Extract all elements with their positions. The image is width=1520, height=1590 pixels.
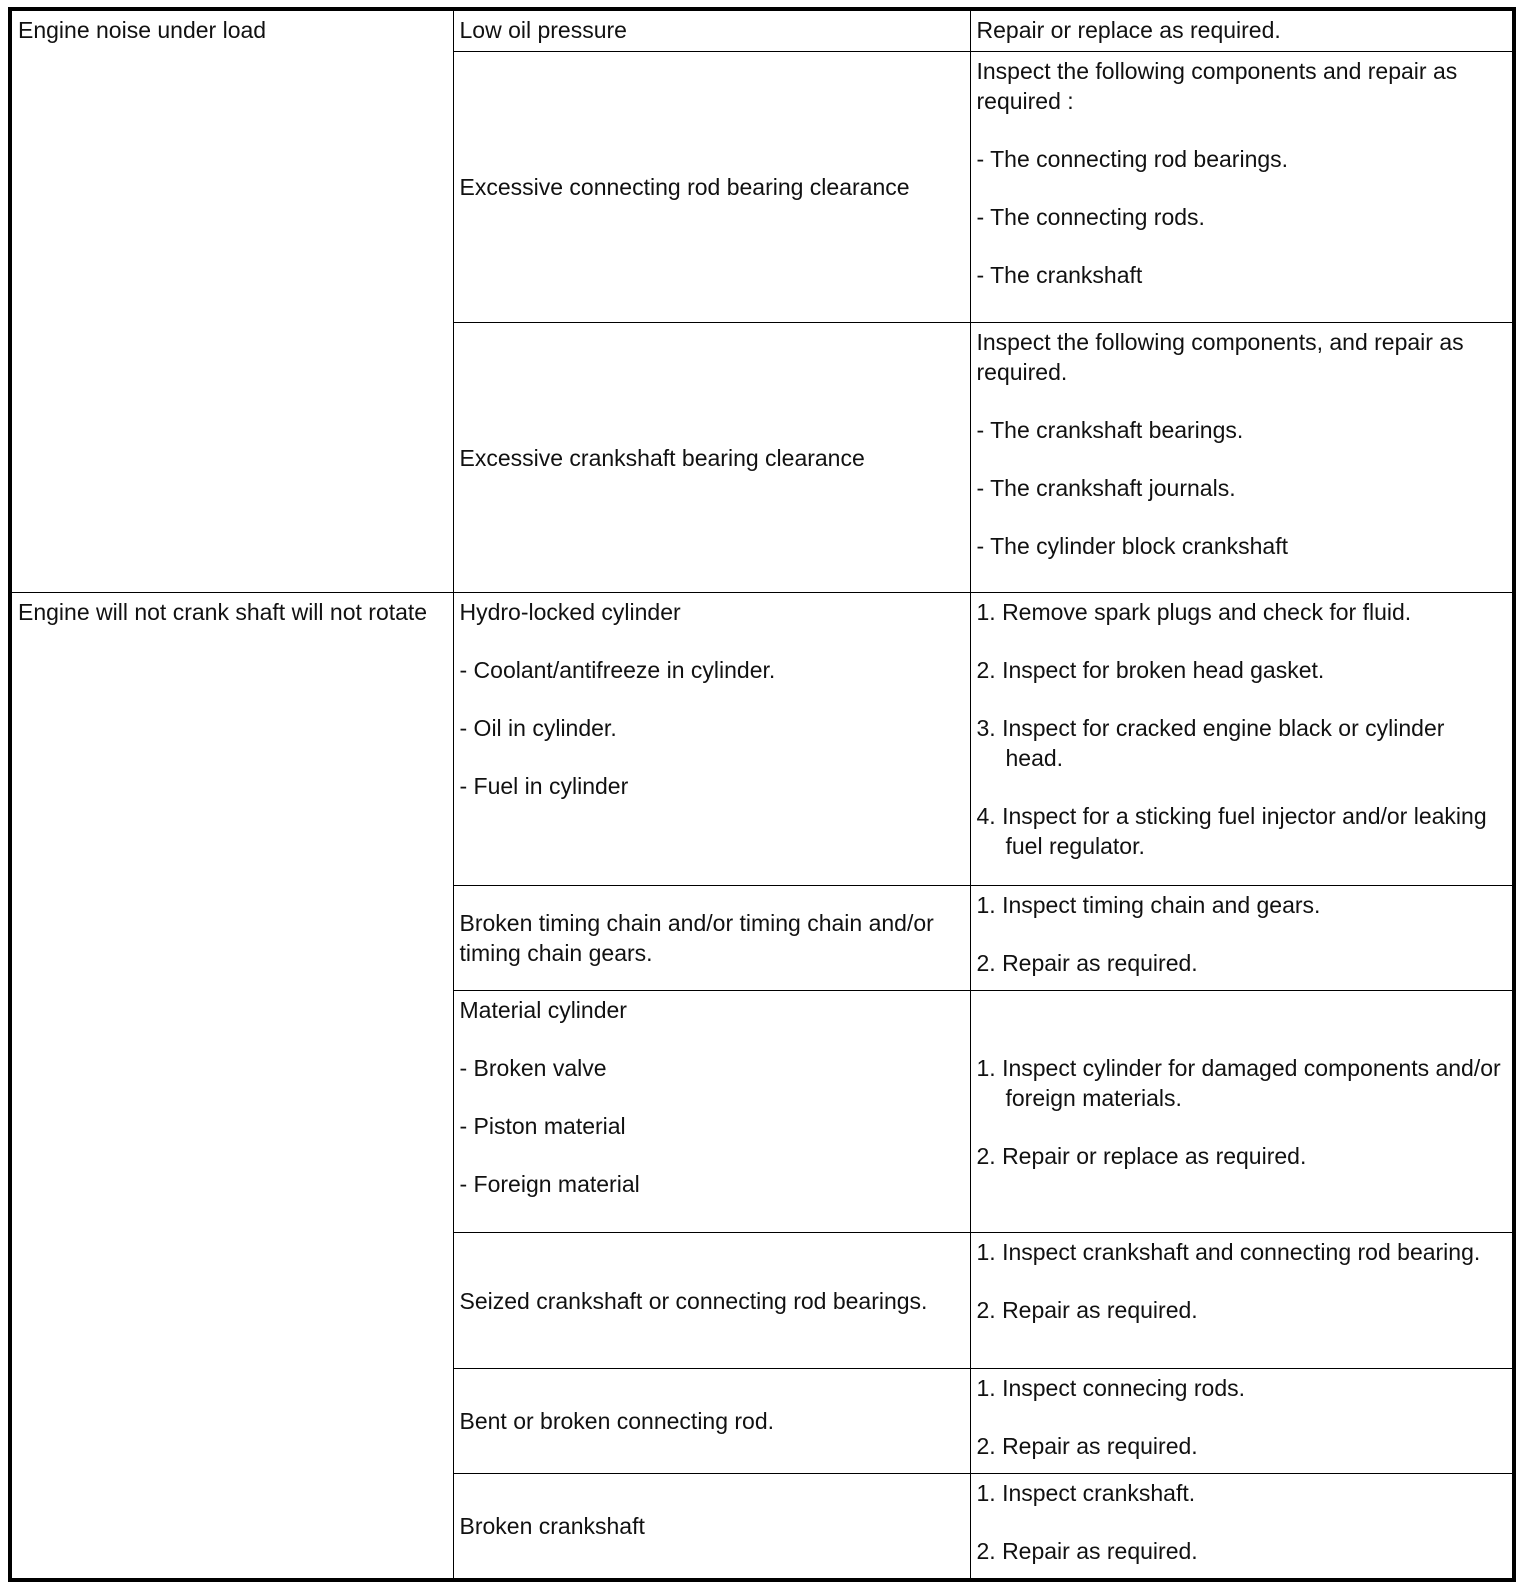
remedy-step: 1. Inspect timing chain and gears.	[976, 892, 1321, 919]
symptom-cell	[10, 593, 453, 1580]
remedy-step: 2. Inspect for broken head gasket.	[976, 657, 1325, 684]
remedy-cell	[970, 593, 1514, 886]
remedy-cell	[970, 9, 1514, 51]
table-row	[10, 593, 1514, 886]
remedy-step: 3. Inspect for cracked engine black or cylinder head.	[976, 715, 1445, 772]
symptom-text: Engine noise under load	[18, 17, 267, 43]
cause-item: - Foreign material	[459, 1171, 640, 1198]
cause-cell	[453, 51, 970, 322]
cause-text: Bent or broken connecting rod.	[459, 1408, 775, 1435]
cause-cell	[453, 1369, 970, 1474]
remedy-step: 2. Repair as required.	[976, 1538, 1198, 1565]
cause-title: Material cylinder	[459, 997, 627, 1024]
cause-cell	[453, 1232, 970, 1368]
cause-cell	[453, 991, 970, 1232]
cause-cell	[453, 886, 970, 991]
remedy-cell	[970, 1474, 1514, 1580]
cause-cell	[453, 322, 970, 593]
remedy-step: 4. Inspect for a sticking fuel injector and/or leaking fuel regulator.	[976, 803, 1487, 860]
table-row	[10, 9, 1514, 51]
symptom-text: Engine will not crank shaft will not rotate	[18, 599, 428, 626]
remedy-item: - The connecting rods.	[976, 203, 1205, 230]
remedy-step: 2. Repair as required.	[976, 1433, 1198, 1460]
remedy-cell	[970, 1232, 1514, 1368]
remedy-intro: Inspect the following components, and repair as required.	[976, 328, 1464, 385]
remedy-step: 1. Inspect crankshaft.	[976, 1480, 1196, 1507]
cause-text: Broken crankshaft	[459, 1513, 645, 1540]
remedy-item: - The connecting rod bearings.	[976, 145, 1289, 172]
cause-item: - Oil in cylinder.	[459, 715, 617, 742]
cause-text: Broken timing chain and/or timing chain and/or timing chain gears.	[459, 910, 934, 967]
remedy-step: 2. Repair as required.	[976, 950, 1198, 977]
cause-text: Excessive connecting rod bearing clearance	[459, 173, 910, 200]
remedy-step: 1. Remove spark plugs and check for fluid.	[976, 599, 1412, 626]
cause-title: Hydro-locked cylinder	[459, 599, 681, 626]
troubleshooting-table	[8, 7, 1516, 1582]
remedy-step: 1. Inspect cylinder for damaged components and/or foreign materials.	[976, 1054, 1501, 1111]
remedy-text: Repair or replace as required.	[976, 17, 1281, 43]
cause-text: Seized crankshaft or connecting rod bearings.	[459, 1287, 928, 1314]
remedy-item: - The cylinder block crankshaft	[976, 532, 1288, 559]
cause-text: Low oil pressure	[459, 17, 627, 43]
remedy-cell	[970, 991, 1514, 1232]
remedy-cell	[970, 1369, 1514, 1474]
remedy-item: - The crankshaft	[976, 261, 1143, 288]
cause-item: - Coolant/antifreeze in cylinder.	[459, 657, 776, 684]
remedy-step: 2. Repair as required.	[976, 1296, 1198, 1323]
cause-cell	[453, 9, 970, 51]
cause-item: - Piston material	[459, 1113, 626, 1140]
remedy-step: 1. Inspect connecing rods.	[976, 1375, 1245, 1402]
remedy-step: 2. Repair or replace as required.	[976, 1142, 1307, 1169]
remedy-item: - The crankshaft journals.	[976, 474, 1236, 501]
cause-item: - Fuel in cylinder	[459, 773, 629, 800]
cause-cell	[453, 593, 970, 886]
remedy-step: 1. Inspect crankshaft and connecting rod bearing.	[976, 1238, 1481, 1265]
symptom-cell	[10, 9, 453, 593]
cause-text: Excessive crankshaft bearing clearance	[459, 444, 865, 471]
cause-item: - Broken valve	[459, 1055, 607, 1082]
remedy-intro: Inspect the following components and repair as required :	[976, 57, 1458, 114]
remedy-cell	[970, 51, 1514, 322]
remedy-item: - The crankshaft bearings.	[976, 416, 1244, 443]
remedy-cell	[970, 322, 1514, 593]
cause-cell	[453, 1474, 970, 1580]
remedy-cell	[970, 886, 1514, 991]
